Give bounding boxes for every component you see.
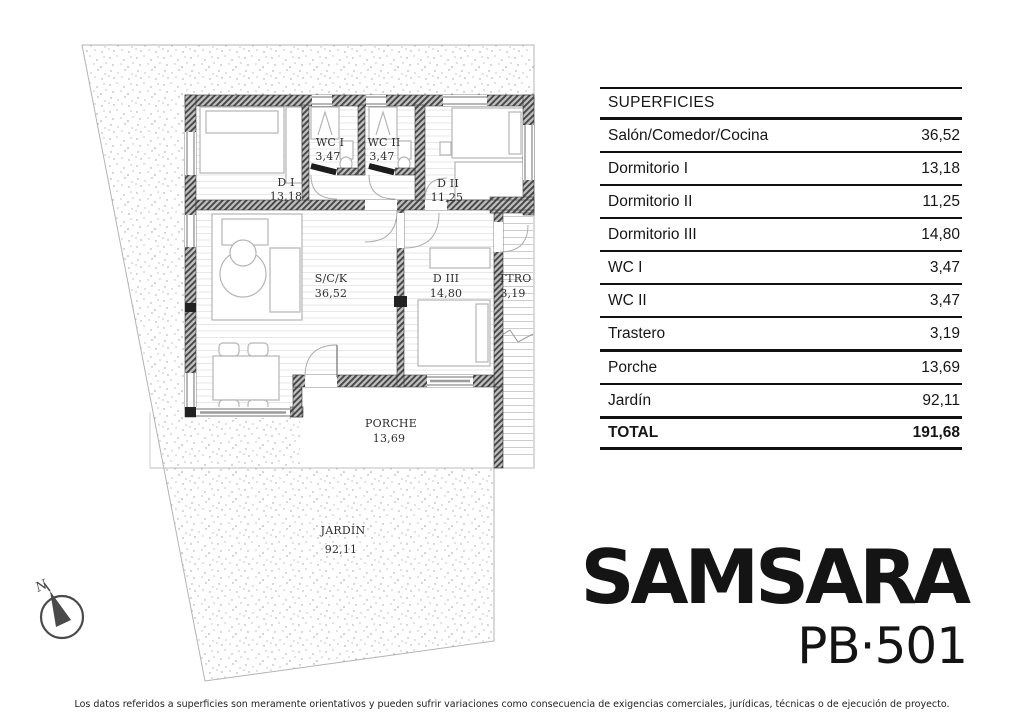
room-label-wc1: WC I <box>315 136 345 149</box>
total-label: TOTAL <box>608 424 659 441</box>
porch-pier <box>494 387 503 468</box>
wall-wc2-front <box>395 168 415 175</box>
wall-d1-wc1 <box>302 105 309 200</box>
row-value: 11,25 <box>922 192 960 210</box>
table-row-dormitorio-1 <box>600 153 962 186</box>
table-row-jardin <box>600 385 962 419</box>
surfaces-table <box>600 87 962 450</box>
shower-wc2 <box>369 107 397 139</box>
row-label: Trastero <box>608 324 666 342</box>
row-value: 3,47 <box>929 291 960 309</box>
nightstand-d2 <box>440 142 451 155</box>
wall-wc-divider <box>358 105 365 175</box>
wardrobe-d3 <box>430 248 490 268</box>
room-value-wc1: 3,47 <box>315 150 341 163</box>
room-label-d1: D I <box>277 176 295 189</box>
row-label: WC II <box>608 291 647 309</box>
row-label: Salón/Comedor/Cocina <box>608 126 769 144</box>
row-label: Jardín <box>608 391 652 409</box>
armchair-head <box>230 240 256 266</box>
bed1-d2-pillow <box>509 112 521 154</box>
row-value: 13,18 <box>921 159 960 177</box>
room-label-wc2: WC II <box>367 136 401 149</box>
wardrobe-d1 <box>286 107 302 183</box>
room-value-d2: 11,25 <box>430 191 464 204</box>
row-label: Dormitorio III <box>608 225 697 243</box>
room-label-d3: D III <box>432 272 460 285</box>
room-value-wc2: 3,47 <box>369 150 395 163</box>
row-value: 13,69 <box>921 358 960 376</box>
row-label: Porche <box>608 358 658 376</box>
table-row-dormitorio-3 <box>600 219 962 252</box>
row-label: WC I <box>608 258 643 276</box>
table-row-total <box>600 419 962 450</box>
row-value: 92,11 <box>922 391 960 409</box>
chair <box>248 343 268 356</box>
room-value-jardin: 92,11 <box>324 543 358 556</box>
room-value-d1: 13,18 <box>269 190 303 203</box>
shower-wc1 <box>311 107 339 139</box>
brand-model: PB·501 <box>797 617 967 675</box>
row-value: 36,52 <box>921 126 960 144</box>
wall-wc1-front <box>337 168 358 175</box>
room-label-porche: PORCHE <box>365 417 417 430</box>
row-value: 3,19 <box>929 324 960 342</box>
table-row-dormitorio-2 <box>600 186 962 219</box>
footer-disclaimer: Los datos referidos a superficies son meramente orientativos y pueden sufrir variaciones como consecuencia de exigencias comerciales, jurídicas, técnicas o de ejecución de proyecto. <box>74 699 950 710</box>
table-row-salon <box>600 120 962 153</box>
room-label-ttro: TTRO <box>498 272 532 285</box>
north-compass <box>32 577 83 638</box>
chaise <box>270 248 300 312</box>
room-value-d3: 14,80 <box>429 287 463 300</box>
surfaces-table-title: SUPERFICIES <box>600 89 962 120</box>
room-label-d2: D II <box>437 177 459 190</box>
row-value: 3,47 <box>929 258 960 276</box>
table-row-porche <box>600 352 962 385</box>
table-row-wc-2 <box>600 285 962 318</box>
room-value-sck: 36,52 <box>314 287 348 300</box>
room-label-jardin: JARDÍN <box>320 524 366 537</box>
brand-name: SAMSARA <box>580 533 967 621</box>
total-value: 191,68 <box>912 424 960 441</box>
bed-d3-pillow <box>476 304 488 362</box>
room-value-porche: 13,69 <box>372 432 406 445</box>
bed2-d2 <box>455 162 524 200</box>
branding-block <box>556 533 967 675</box>
chair <box>219 343 239 356</box>
bed-d1-pillows <box>206 111 278 133</box>
wall-wc2-d2 <box>415 105 425 200</box>
room-label-sck: S/C/K <box>314 272 348 285</box>
row-value: 14,80 <box>921 225 960 243</box>
row-label: Dormitorio II <box>608 192 693 210</box>
table-row-trastero <box>600 318 962 352</box>
room-value-ttro: 3,19 <box>500 287 526 300</box>
row-label: Dormitorio I <box>608 159 689 177</box>
table-row-wc-1 <box>600 252 962 285</box>
dining-table <box>213 356 279 400</box>
north-label: N <box>33 577 50 596</box>
